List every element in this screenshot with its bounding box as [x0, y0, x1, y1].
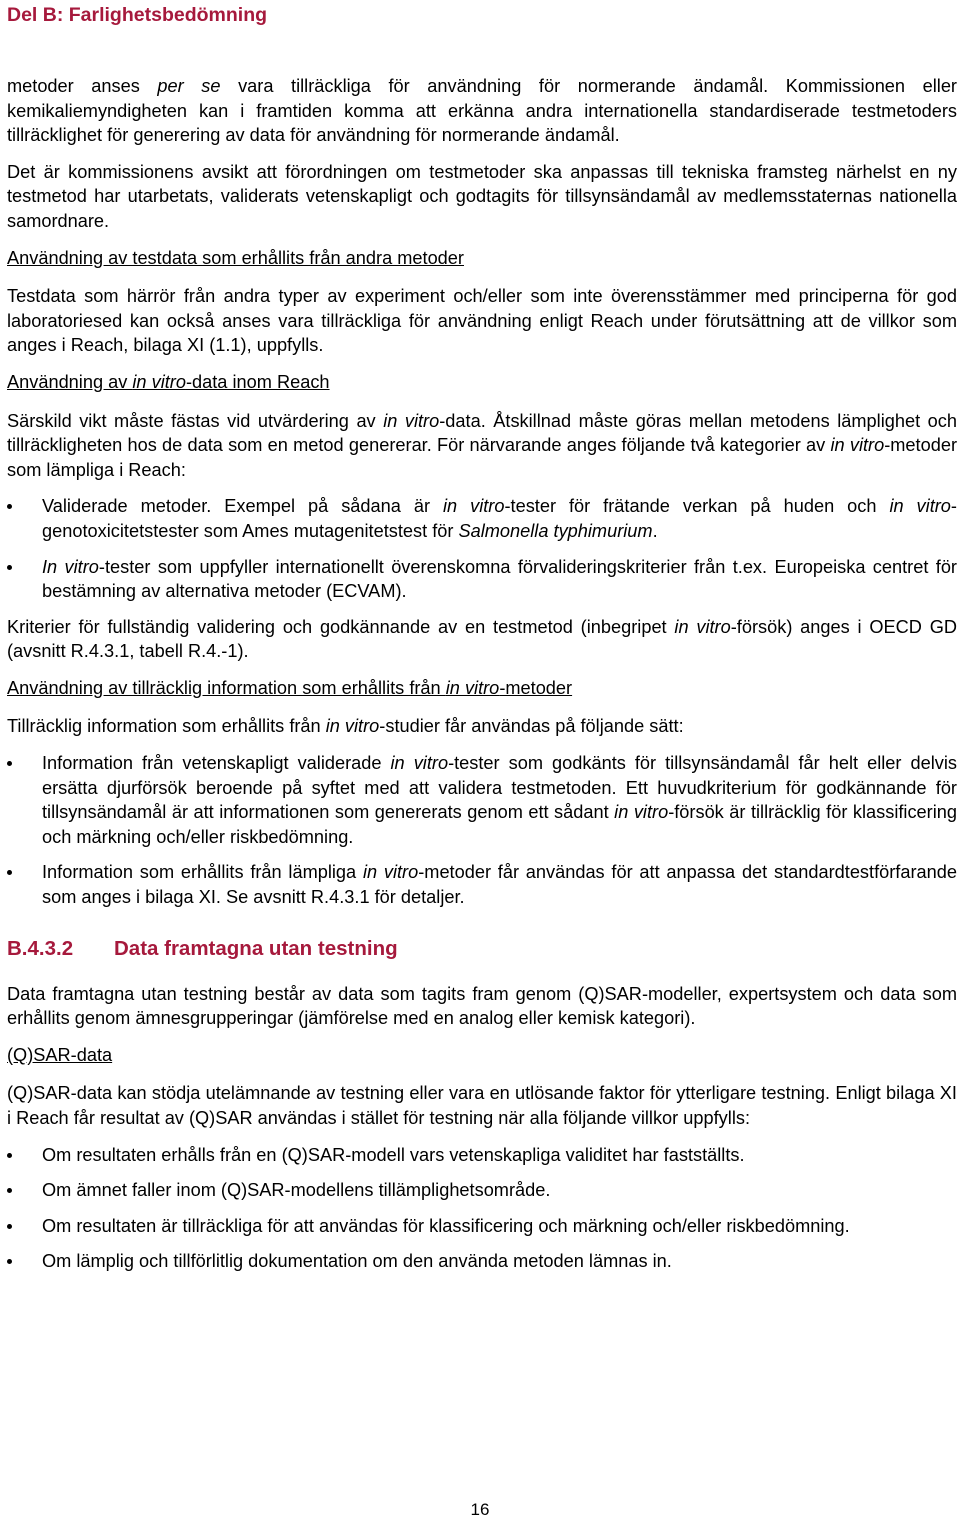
list-item: Information som erhållits från lämpliga in vitro-metoder får användas för att anpassa det standardtestförfarande som anges i bilaga XI. Se avsnitt R.4.3.1 för detaljer.	[7, 860, 957, 909]
section-heading	[7, 936, 957, 962]
list-item: Om lämplig och tillförlitlig dokumentation om den använda metoden lämnas in.	[7, 1249, 957, 1274]
section-number: B.4.3.2	[7, 936, 74, 960]
subheading-other-methods-data: Användning av testdata som erhållits från andra metoder	[7, 247, 464, 268]
list-item: Information från vetenskapligt validerade in vitro-tester som godkänts för tillsynsändamål får helt eller delvis ersätta djurförsök beroende på syftet med att validera testmetoden. Ett huvudkriterium för godkännande för tillsynsändamål är att informationen som genererats genom ett sådant in vitro-försök är tillräcklig för klassificering och märkning och/eller riskbedömning.	[7, 751, 957, 849]
subheading-in-vitro-data: Användning av in vitro-data inom Reach	[7, 371, 330, 392]
section-title: Data framtagna utan testning	[114, 936, 398, 960]
bullet-icon	[7, 1153, 12, 1158]
list-item: Om resultaten är tillräckliga för att användas för klassificering och märkning och/eller riskbedömning.	[7, 1214, 957, 1239]
subheading-qsar-data: (Q)SAR-data	[7, 1044, 113, 1065]
bullet-icon	[7, 1188, 12, 1193]
bullet-icon	[7, 761, 12, 766]
paragraph-qsar: (Q)SAR-data kan stödja utelämnande av testning eller vara en utlösande faktor för ytterligare testning. Enligt bilaga XI i Reach får resultat av (Q)SAR användas i stället för testning när alla följande villkor uppfylls:	[7, 1083, 957, 1128]
bullet-icon	[7, 565, 12, 570]
list-item: In vitro-tester som uppfyller internationellt överenskomna förvalideringskriterier från t.ex. Europeiska centret för bestämning av alternativa metoder (ECVAM).	[7, 555, 957, 604]
paragraph-in-vitro-evaluation: Särskild vikt måste fästas vid utvärdering av in vitro-data. Åtskillnad måste göras mellan metodens lämplighet och tillräckligheten hos de data som en metod genererar. För närvarande anges följande två kategorier av in vitro-metoder som lämpliga i Reach:	[7, 410, 957, 480]
subheading-sufficient-in-vitro-info: Användning av tillräcklig information som erhållits från in vitro-metoder	[7, 677, 573, 698]
list-item: Om ämnet faller inom (Q)SAR-modellens tillämplighetsområde.	[7, 1178, 957, 1203]
page-number: 16	[470, 1500, 490, 1519]
list-in-vitro-usage	[7, 751, 957, 910]
bullet-icon	[7, 504, 12, 509]
paragraph-in-vitro-usage: Tillräcklig information som erhållits från in vitro-studier får användas på följande sätt:	[7, 716, 684, 737]
bullet-icon	[7, 1224, 12, 1229]
list-item: Validerade metoder. Exempel på sådana är in vitro-tester för frätande verkan på huden och in vitro-genotoxicitetstester som Ames mutagenitetstest för Salmonella typhimurium.	[7, 494, 957, 543]
paragraph-non-test-data: Data framtagna utan testning består av data som tagits fram genom (Q)SAR-modeller, expertsystem och data som erhållits genom ämnesgrupperingar (jämförelse med en analog eller kemisk kategori).	[7, 983, 957, 1029]
bullet-icon	[7, 1259, 12, 1264]
list-item: Om resultaten erhålls från en (Q)SAR-modell vars vetenskapliga validitet har fastställts.	[7, 1143, 957, 1168]
paragraph-commission-intent: Det är kommissionens avsikt att förordningen om testmetoder ska anpassas till tekniska framsteg närhelst en ny testmetod har utarbetats, validerats vetenskapligt och godtagits för tillsynsändamål av medlemsstaternas nationella samordnare.	[7, 161, 957, 231]
list-qsar-conditions	[7, 1143, 957, 1274]
bullet-icon	[7, 870, 12, 875]
running-header-title: Del B: Farlighetsbedömning	[7, 4, 268, 26]
paragraph-other-experiments: Testdata som härrör från andra typer av experiment och/eller som inte överensstämmer med principerna för god laboratoriesed kan också anses vara tillräckliga för användning enligt Reach under förutsättning att de villkor som anges i Reach, bilaga XI (1.1), uppfylls.	[7, 286, 957, 356]
list-in-vitro-categories	[7, 494, 957, 603]
document-body	[7, 74, 957, 1285]
paragraph-test-methods-intro: metoder anses per se vara tillräckliga för användning för normerande ändamål. Kommissionen eller kemikaliemyndigheten kan i framtiden komma att erkänna andra internationella standardiserade testmetoders tillräcklighet för generering av data för användning för normerande ändamål.	[7, 76, 957, 146]
paragraph-validation-criteria: Kriterier för fullständig validering och godkännande av en testmetod (inbegripet in vitro-försök) anges i OECD GD (avsnitt R.4.3.1, tabell R.4.-1).	[7, 616, 957, 662]
